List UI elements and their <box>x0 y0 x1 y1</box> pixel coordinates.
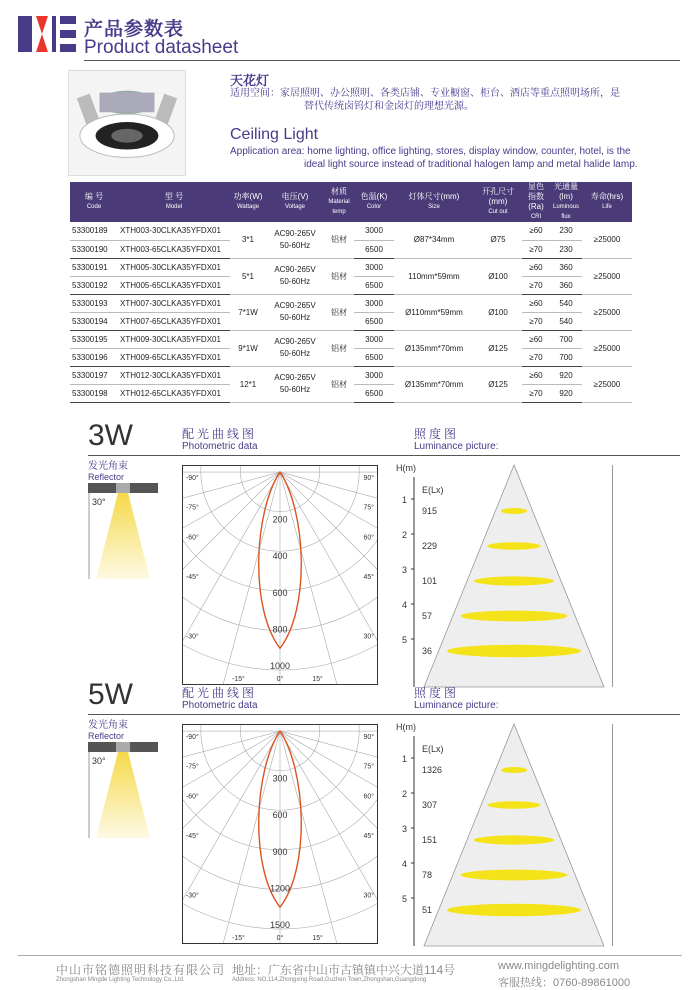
table-row <box>70 258 632 276</box>
cell-model: XTH003-65CLKA35YFDX01 <box>118 240 230 258</box>
cell-flux: 230 <box>550 240 582 258</box>
header-code <box>70 182 118 222</box>
application-en-line1: Application area: home lighting, office lighting, stores, display window, counter, hotel, is the <box>230 146 631 157</box>
cell-color: 3000 <box>354 222 394 240</box>
illuminance-spot <box>447 904 581 916</box>
beam-angle-icon <box>88 483 160 583</box>
cell-code: 53300189 <box>70 222 118 240</box>
cell-cri: ≥70 <box>522 312 550 330</box>
cell-color: 6500 <box>354 276 394 294</box>
beam-angle-icon <box>88 742 160 842</box>
application-cn-line2: 替代传统卤钨灯和金卤灯的理想光源。 <box>304 101 474 112</box>
height-label: 1 <box>402 495 408 505</box>
cell-color: 3000 <box>354 294 394 312</box>
ring-label: 1200 <box>270 883 290 894</box>
header-cn: 开孔尺寸 (mm) <box>482 187 514 206</box>
cell-life: ≥25000 <box>582 258 632 294</box>
cell-flux: 360 <box>550 276 582 294</box>
luminance-chart <box>388 718 610 950</box>
ring-label: 400 <box>272 551 288 562</box>
cell-size: Ø135mm*70mm <box>394 330 474 366</box>
beam-angle-label: 30° <box>92 756 106 766</box>
lux-label: 229 <box>422 541 438 551</box>
cell-cri: ≥60 <box>522 330 550 348</box>
header-color <box>354 182 394 222</box>
cell-voltage: AC90-265V 50-60Hz <box>266 330 324 366</box>
angle-label-bottom: -15° <box>232 675 245 683</box>
cell-voltage: AC90-265V 50-60Hz <box>266 222 324 258</box>
application-en <box>230 145 670 171</box>
illuminance-spot <box>447 645 581 657</box>
height-label: 3 <box>402 824 408 834</box>
cell-life: ≥25000 <box>582 330 632 366</box>
cell-cutout: Ø75 <box>474 222 522 258</box>
angle-label-right: 75° <box>363 504 375 512</box>
cell-cri: ≥60 <box>522 258 550 276</box>
header-cutout <box>474 182 522 222</box>
lux-label: 307 <box>422 800 438 810</box>
polar-spoke <box>280 472 378 654</box>
e-axis-label: E(Lx) <box>422 744 444 754</box>
table-row <box>70 294 632 312</box>
cell-flux: 540 <box>550 312 582 330</box>
product-photo <box>68 70 186 176</box>
h-axis-label: H(m) <box>396 463 416 473</box>
table-row <box>70 222 632 240</box>
cell-material: 铝材 <box>324 366 354 402</box>
footer-company-cn: 中山市铭德照明科技有限公司 <box>56 963 226 977</box>
header-en: Code <box>86 204 102 210</box>
cell-material: 铝材 <box>324 330 354 366</box>
cell-material: 铝材 <box>324 222 354 258</box>
header-title-cn: 产品参数表 <box>84 19 185 40</box>
cell-material: 铝材 <box>324 294 354 330</box>
luminance-title-en: Luminance picture: <box>414 441 499 452</box>
lux-label: 101 <box>422 576 438 586</box>
cell-cutout: Ø125 <box>474 330 522 366</box>
polar-spoke <box>280 472 347 685</box>
cell-color: 6500 <box>354 384 394 402</box>
angle-label-right: 90° <box>363 474 375 482</box>
cell-cri: ≥60 <box>522 294 550 312</box>
cell-voltage: AC90-265V 50-60Hz <box>266 366 324 402</box>
e-axis-label: E(Lx) <box>422 485 444 495</box>
cell-color: 6500 <box>354 348 394 366</box>
header-size <box>394 182 474 222</box>
polar-curve-chart <box>182 724 378 944</box>
cell-model: XTH005-30CLKA35YFDX01 <box>118 258 230 276</box>
cell-life: ≥25000 <box>582 294 632 330</box>
application-en-line2: ideal light source instead of traditional halogen lamp and metal halide lamp. <box>304 159 638 170</box>
reflector-label-cn: 发光角束 <box>88 720 128 731</box>
footer-website: www.mingdelighting.com <box>498 960 620 972</box>
height-label: 2 <box>402 789 408 799</box>
photometric-title-en: Photometric data <box>182 441 258 452</box>
reflector-label-en: Reflector <box>88 731 125 741</box>
header-en: Cut out <box>488 209 508 215</box>
cell-flux: 920 <box>550 366 582 384</box>
cell-color: 6500 <box>354 312 394 330</box>
angle-label-bottom: 15° <box>312 675 323 683</box>
angle-label-left: -75° <box>185 763 199 771</box>
table-row <box>70 366 632 384</box>
cell-model: XTH012-65CLKA35YFDX01 <box>118 384 230 402</box>
height-label: 4 <box>402 859 408 869</box>
header-flux <box>550 182 582 222</box>
cell-color: 3000 <box>354 366 394 384</box>
header-model <box>118 182 230 222</box>
ring-label: 900 <box>272 846 288 857</box>
angle-label-left: -75° <box>185 504 199 512</box>
cell-life: ≥25000 <box>582 222 632 258</box>
wattage-title: 3W <box>88 419 133 452</box>
angle-label-right: 45° <box>363 573 375 581</box>
table-header-row <box>70 182 632 222</box>
angle-label-bottom: 15° <box>312 934 323 942</box>
cell-code: 53300198 <box>70 384 118 402</box>
cell-code: 53300195 <box>70 330 118 348</box>
height-label: 1 <box>402 754 408 764</box>
cell-size: Ø135mm*70mm <box>394 366 474 402</box>
header-cn: 材质 <box>331 187 347 196</box>
illuminance-spot <box>487 542 540 550</box>
product-name-en: Ceiling Light <box>230 126 319 143</box>
lux-label: 51 <box>422 905 433 915</box>
polar-spoke <box>280 731 378 913</box>
illuminance-spot <box>487 801 540 809</box>
header-cn: 光通量 (lm) <box>554 182 578 201</box>
cell-color: 3000 <box>354 330 394 348</box>
ring-label: 600 <box>272 810 288 821</box>
cell-flux: 360 <box>550 258 582 276</box>
angle-label-left: -45° <box>185 832 199 840</box>
cell-code: 53300193 <box>70 294 118 312</box>
cell-cri: ≥70 <box>522 384 550 402</box>
luminance-chart <box>388 459 610 691</box>
company-logo <box>18 14 78 54</box>
cell-voltage: AC90-265V 50-60Hz <box>266 294 324 330</box>
ring-label: 200 <box>272 514 288 525</box>
table-row <box>70 330 632 348</box>
cell-model: XTH007-30CLKA35YFDX01 <box>118 294 230 312</box>
header-divider <box>84 60 680 61</box>
illuminance-spot <box>474 835 554 844</box>
angle-label-left: -90° <box>185 474 199 482</box>
footer-company-en: Zhongshan Mingde Lighting Technology Co.,Ltd. <box>56 977 185 983</box>
header-cn: 功率(W) <box>233 192 263 201</box>
section-rule <box>88 714 680 715</box>
cell-wattage: 12*1 <box>230 366 266 402</box>
table-body <box>70 222 632 402</box>
header-title-en: Product datasheet <box>84 37 239 58</box>
spec-table <box>70 182 632 403</box>
luminance-frame-line <box>612 465 613 687</box>
angle-label-bottom: 0° <box>276 675 284 683</box>
angle-label-bottom: -15° <box>232 934 245 942</box>
footer-address-en: Address: NO.114,Zhongxing Road,Guzhen Town,Zhongshan,Guangdong <box>232 977 427 983</box>
ring-label: 600 <box>272 587 288 598</box>
cell-code: 53300190 <box>70 240 118 258</box>
cell-flux: 920 <box>550 384 582 402</box>
cell-flux: 700 <box>550 348 582 366</box>
product-name-cn: 天花灯 <box>230 73 270 88</box>
lux-label: 36 <box>422 646 433 656</box>
footer-address-cn: 地址：广东省中山市古镇镇中兴大道114号 <box>232 963 456 977</box>
lux-label: 57 <box>422 611 433 621</box>
polar-spoke <box>213 731 280 944</box>
luminance-title-cn: 照度图 <box>414 427 460 441</box>
cell-model: XTH007-65CLKA35YFDX01 <box>118 312 230 330</box>
cell-code: 53300192 <box>70 276 118 294</box>
angle-label-left: -90° <box>185 733 199 741</box>
cell-cri: ≥70 <box>522 276 550 294</box>
polar-spoke <box>213 472 280 685</box>
cell-code: 53300194 <box>70 312 118 330</box>
luminance-frame-line <box>612 724 613 946</box>
header-cn: 电压(V) <box>281 192 309 201</box>
angle-label-left: -30° <box>185 892 199 900</box>
cell-cutout: Ø125 <box>474 366 522 402</box>
header-en: Color <box>366 204 382 210</box>
cell-color: 6500 <box>354 240 394 258</box>
photometric-title-en: Photometric data <box>182 700 258 711</box>
header-en: Wattage <box>236 204 260 210</box>
header-en: Life <box>602 204 612 210</box>
height-label: 3 <box>402 565 408 575</box>
cell-model: XTH012-30CLKA35YFDX01 <box>118 366 230 384</box>
cell-model: XTH003-30CLKA35YFDX01 <box>118 222 230 240</box>
header-cri <box>522 182 550 222</box>
height-label: 4 <box>402 600 408 610</box>
cell-code: 53300191 <box>70 258 118 276</box>
header-en: Luminous flux <box>552 204 579 220</box>
footer-hotline: 客服热线：0760-89861000 <box>498 977 631 989</box>
cell-wattage: 9*1W <box>230 330 266 366</box>
cell-flux: 540 <box>550 294 582 312</box>
photometric-title-cn: 配光曲线图 <box>182 686 258 700</box>
height-label: 5 <box>402 635 408 645</box>
illuminance-spot <box>501 508 527 514</box>
header-cn: 显色 指数 (Ra) <box>528 182 544 211</box>
angle-label-right: 30° <box>363 633 375 641</box>
cell-code: 53300197 <box>70 366 118 384</box>
cell-size: Ø110mm*59mm <box>394 294 474 330</box>
header-life <box>582 182 632 222</box>
header-cn: 寿命(hrs) <box>590 192 624 201</box>
wattage-title: 5W <box>88 678 133 711</box>
cell-flux: 230 <box>550 222 582 240</box>
cell-voltage: AC90-265V 50-60Hz <box>266 258 324 294</box>
polar-spoke <box>280 731 347 944</box>
illuminance-spot <box>501 767 527 773</box>
angle-label-right: 45° <box>363 832 375 840</box>
lux-label: 915 <box>422 506 438 516</box>
lux-label: 1326 <box>422 765 443 775</box>
lux-label: 78 <box>422 870 433 880</box>
angle-label-left: -60° <box>185 793 199 801</box>
h-axis-label: H(m) <box>396 722 416 732</box>
angle-label-right: 30° <box>363 892 375 900</box>
cell-wattage: 7*1W <box>230 294 266 330</box>
cell-model: XTH009-65CLKA35YFDX01 <box>118 348 230 366</box>
cell-size: 110mm*59mm <box>394 258 474 294</box>
header-cn: 色温(K) <box>360 192 388 201</box>
header-en: Size <box>428 204 440 210</box>
illuminance-spot <box>460 870 567 881</box>
illuminance-spot <box>460 611 567 622</box>
header-cn: 编 号 <box>84 192 104 201</box>
polar-curve-chart <box>182 465 378 685</box>
cell-wattage: 5*1 <box>230 258 266 294</box>
reflector-label-en: Reflector <box>88 472 125 482</box>
cell-material: 铝材 <box>324 258 354 294</box>
illuminance-spot <box>474 576 554 585</box>
angle-label-right: 75° <box>363 763 375 771</box>
angle-label-left: -45° <box>185 573 199 581</box>
reflector-label-cn: 发光角束 <box>88 461 128 472</box>
cell-color: 3000 <box>354 258 394 276</box>
cell-cri: ≥70 <box>522 348 550 366</box>
header-en: Material temp <box>328 199 350 215</box>
luminance-title-en: Luminance picture: <box>414 700 499 711</box>
height-label: 5 <box>402 894 408 904</box>
cell-flux: 700 <box>550 330 582 348</box>
footer-divider <box>18 955 682 956</box>
polar-spoke <box>182 472 280 654</box>
angle-label-right: 60° <box>363 534 375 542</box>
angle-label-right: 90° <box>363 733 375 741</box>
luminance-title-cn: 照度图 <box>414 686 460 700</box>
header-voltage <box>266 182 324 222</box>
header-en: Voltage <box>284 204 306 210</box>
angle-label-bottom: 0° <box>276 934 284 942</box>
polar-spoke <box>182 731 280 913</box>
ring-label: 300 <box>272 773 288 784</box>
cell-size: Ø87*34mm <box>394 222 474 258</box>
cell-model: XTH005-65CLKA35YFDX01 <box>118 276 230 294</box>
header-cn: 灯体尺寸(mm) <box>408 192 460 201</box>
header-cn: 型 号 <box>164 192 184 201</box>
beam-angle-label: 30° <box>92 497 106 507</box>
application-cn <box>230 87 660 113</box>
header-wattage <box>230 182 266 222</box>
height-label: 2 <box>402 530 408 540</box>
cell-cri: ≥60 <box>522 366 550 384</box>
cell-cri: ≥70 <box>522 240 550 258</box>
ring-label: 800 <box>272 624 288 635</box>
cell-code: 53300196 <box>70 348 118 366</box>
photometric-title-cn: 配光曲线图 <box>182 427 258 441</box>
cell-life: ≥25000 <box>582 366 632 402</box>
cell-wattage: 3*1 <box>230 222 266 258</box>
cell-model: XTH009-30CLKA35YFDX01 <box>118 330 230 348</box>
cell-cutout: Ø100 <box>474 258 522 294</box>
header-material <box>324 182 354 222</box>
cell-cri: ≥60 <box>522 222 550 240</box>
header-en: Model <box>165 204 183 210</box>
angle-label-right: 60° <box>363 793 375 801</box>
lux-label: 151 <box>422 835 438 845</box>
ring-label: 1500 <box>270 920 290 931</box>
ring-label: 1000 <box>270 661 290 672</box>
application-cn-line1: 适用空间：家居照明、办公照明、各类店铺、专业橱窗、柜台、酒店等重点照明场所，是 <box>230 88 620 99</box>
angle-label-left: -30° <box>185 633 199 641</box>
header-en: CRI <box>530 214 542 220</box>
section-rule <box>88 455 680 456</box>
cell-cutout: Ø100 <box>474 294 522 330</box>
angle-label-left: -60° <box>185 534 199 542</box>
